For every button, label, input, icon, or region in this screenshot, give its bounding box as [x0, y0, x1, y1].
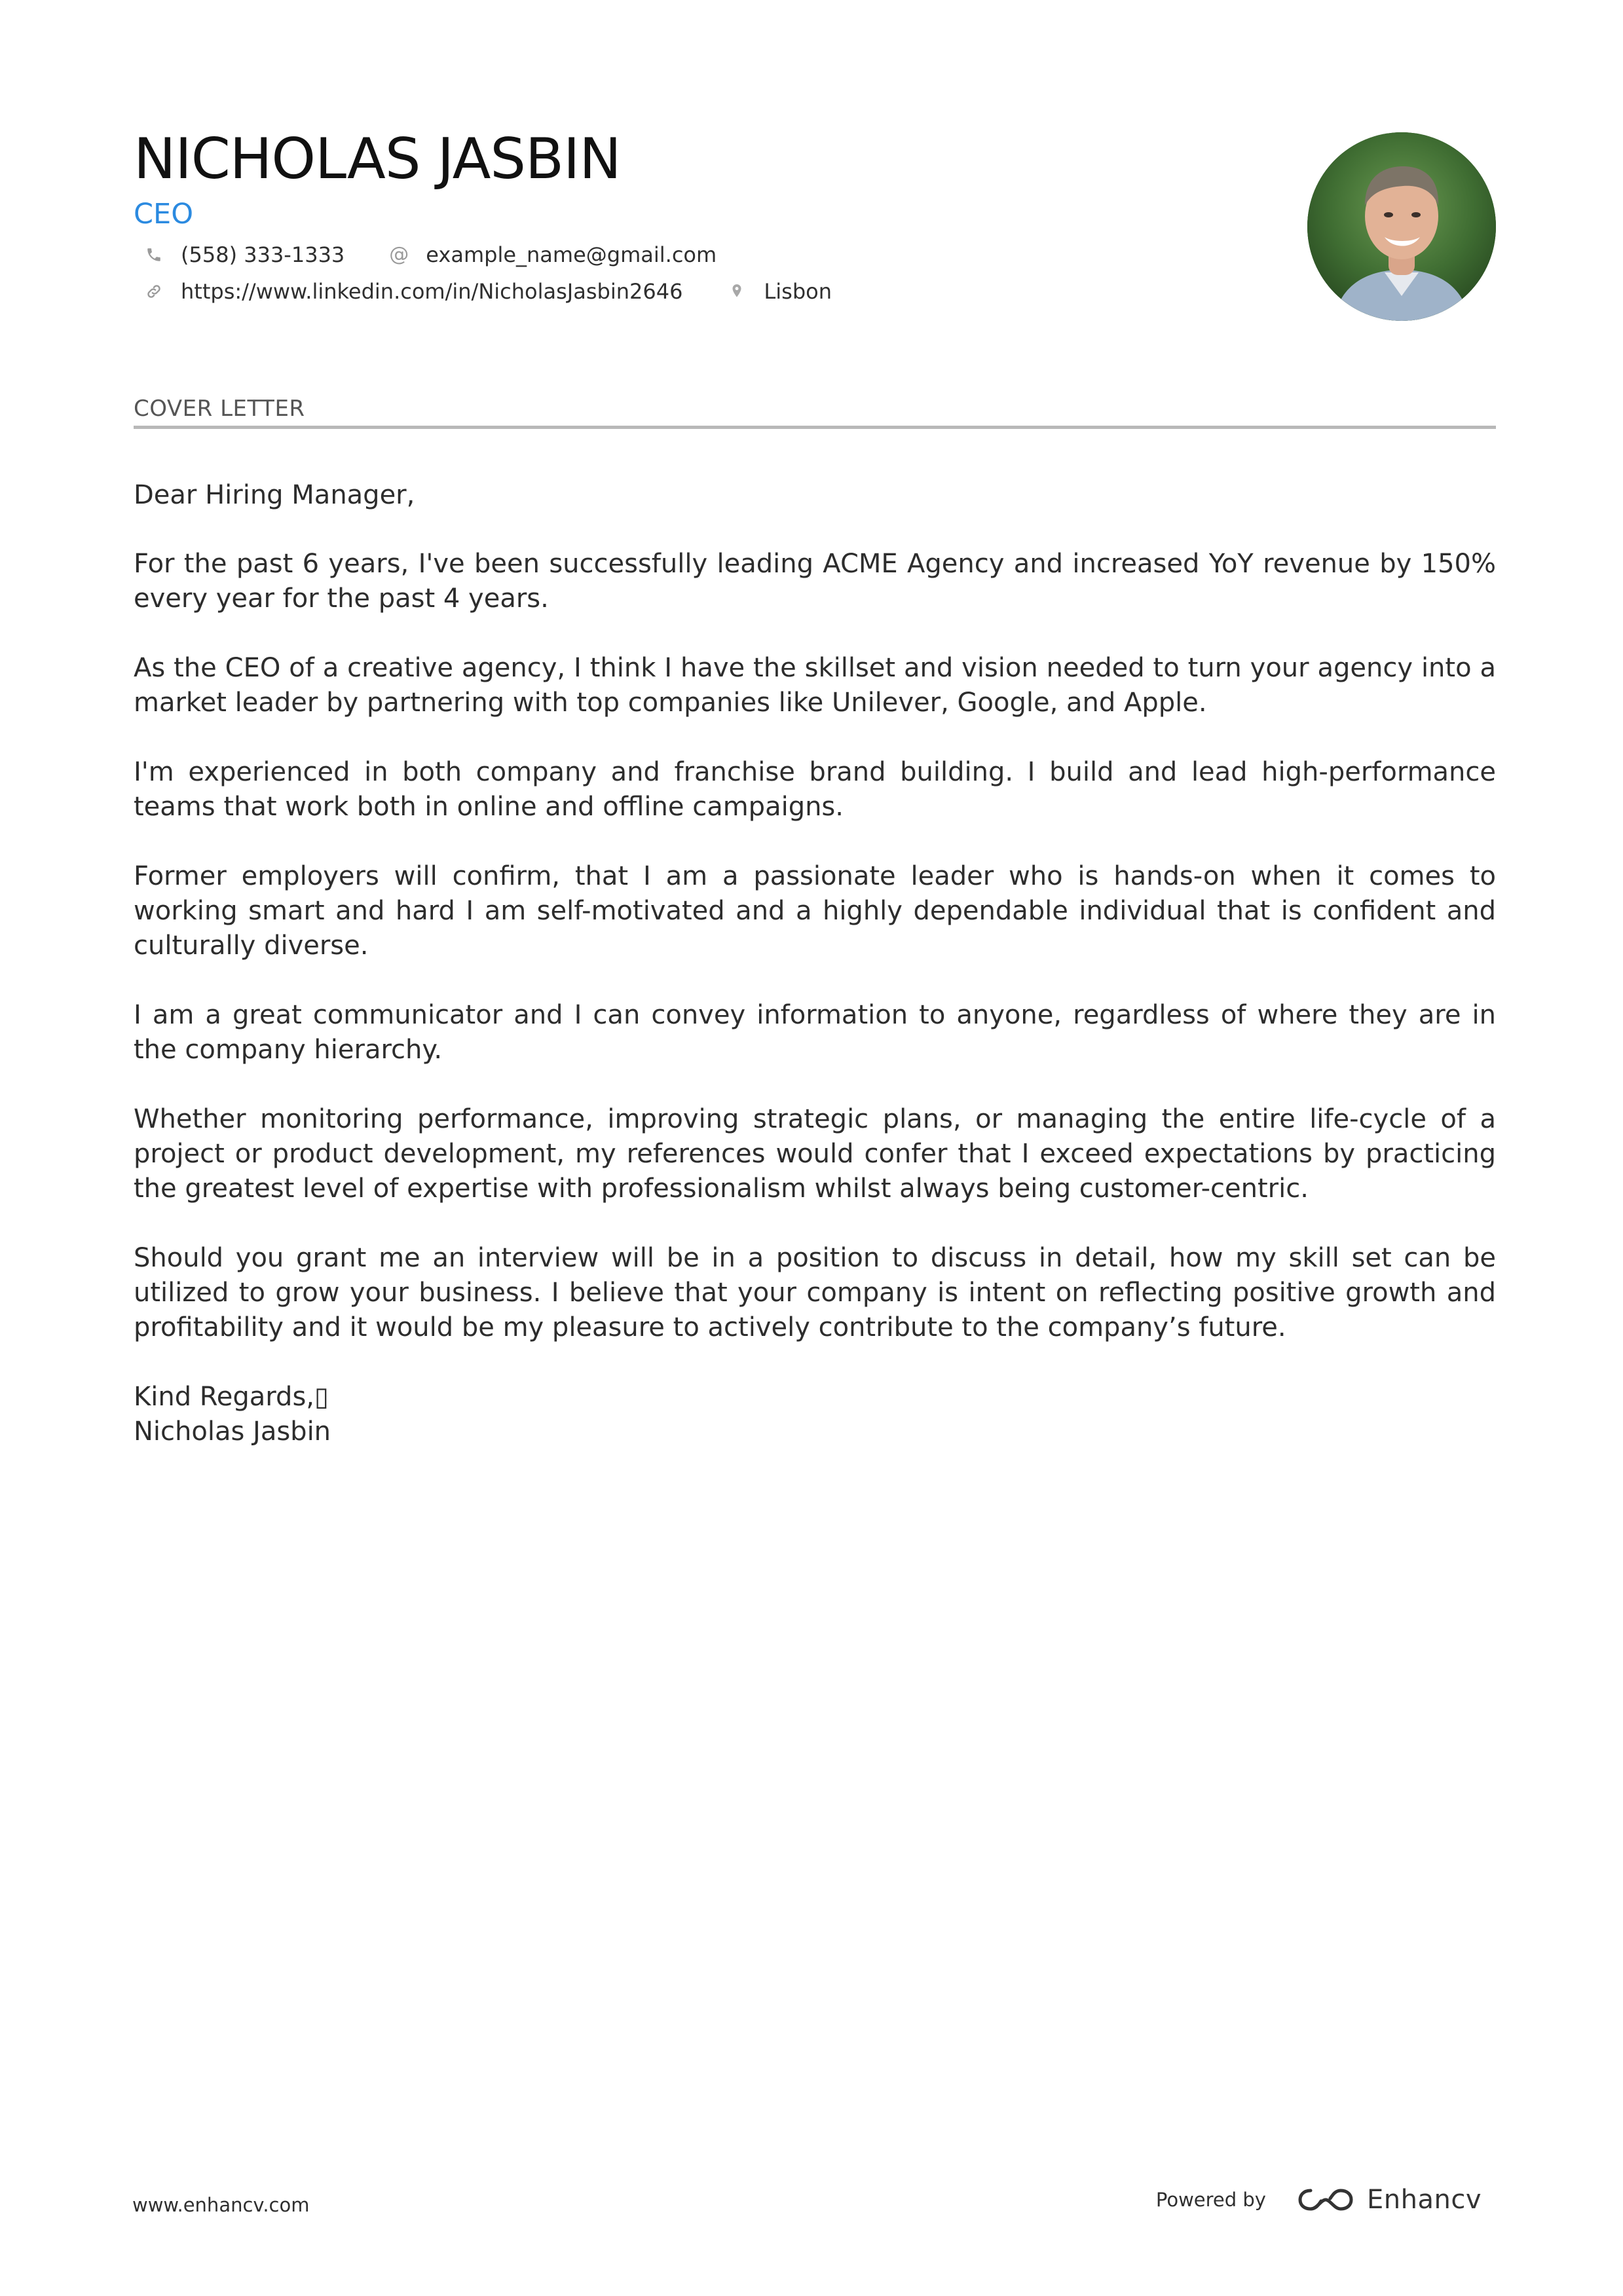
salutation: Dear Hiring Manager, — [134, 480, 415, 510]
letter-paragraph: Former employers will confirm, that I am a passionate leader who is hands-on when it comes to working smart and hard I am self-motivated and a highly dependable individual that is confident and culturally diverse. — [134, 861, 1496, 961]
contact-row-1 — [134, 242, 1247, 268]
letter-paragraph: For the past 6 years, I've been successfully leading ACME Agency and increased YoY revenue by 150% every year for the past 4 years. — [134, 549, 1496, 614]
linkedin-text[interactable]: https://www.linkedin.com/in/NicholasJasbin2646 — [181, 279, 683, 304]
applicant-name: NICHOLAS JASBIN — [134, 126, 621, 192]
section-heading-cover-letter: COVER LETTER — [134, 396, 1496, 429]
email-text[interactable]: example_name@gmail.com — [426, 242, 717, 267]
letter-paragraph: I'm experienced in both company and franchise brand building. I build and lead high-performance teams that work both in online and offline campaigns. — [134, 757, 1496, 822]
map-pin-icon — [726, 280, 748, 303]
letter-paragraph: As the CEO of a creative agency, I think I have the skillset and vision needed to turn your agency into a market leader by partnering with top companies like Unilever, Google, and Apple. — [134, 653, 1496, 718]
letter-paragraph: I am a great communicator and I can convey information to anyone, regardless of where they are in the company hierarchy. — [134, 1000, 1496, 1065]
profile-photo — [1307, 132, 1496, 321]
avatar — [1307, 132, 1496, 321]
footer-website[interactable]: www.enhancv.com — [132, 2194, 310, 2216]
email-contact — [379, 242, 717, 268]
brand-name[interactable]: Enhancv — [1366, 2185, 1482, 2215]
phone-icon — [143, 244, 165, 266]
job-title: CEO — [134, 198, 194, 231]
closing: Kind Regards,▯ — [134, 1382, 329, 1412]
powered-by-label: Powered by — [1155, 2189, 1266, 2211]
linkedin-contact — [134, 278, 682, 305]
letter-paragraph: Whether monitoring performance, improving strategic plans, or managing the entire life-cycle of a project or product development, my references would confer that I exceed expectations by practicing the greatest level of expertise with professionalism whilst always being customer-centric. — [134, 1104, 1496, 1204]
link-icon — [143, 280, 165, 303]
header — [134, 126, 1247, 305]
phone-contact — [134, 242, 345, 268]
enhancv-logo-icon — [1297, 2185, 1354, 2214]
letter-body — [134, 478, 1496, 1449]
at-icon: @ — [389, 243, 409, 266]
letter-paragraph: Should you grant me an interview will be in a position to discuss in detail, how my skill set can be utilized to grow your business. I believe that your company is intent on reflecting positive growth and profitability and it would be my pleasure to actively contribute to the company’s future. — [134, 1243, 1496, 1342]
location-text: Lisbon — [764, 279, 832, 304]
contact-row-2 — [134, 278, 1247, 305]
phone-text: (558) 333-1333 — [181, 242, 345, 267]
footer-branding — [1156, 2185, 1482, 2215]
location-contact — [717, 278, 832, 305]
signature: Nicholas Jasbin — [134, 1416, 331, 1447]
